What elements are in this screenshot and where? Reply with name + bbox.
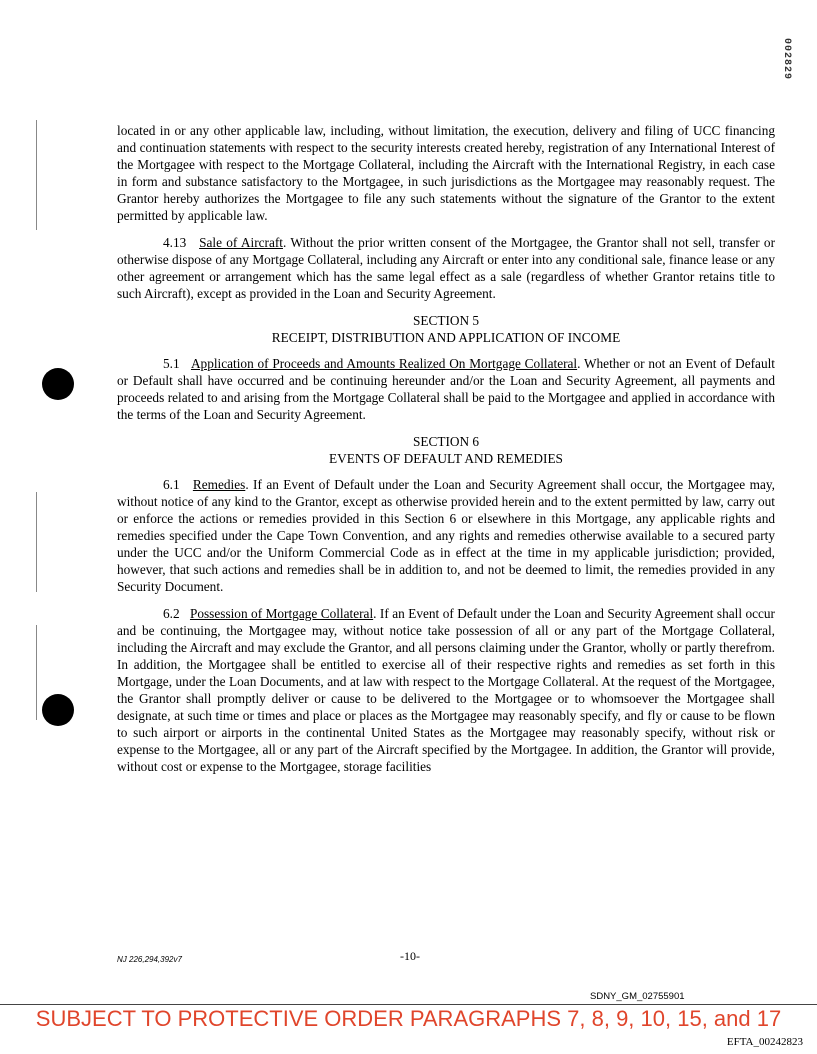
paragraph-number: 5.1 [163, 356, 180, 371]
margin-line [36, 650, 37, 690]
paragraph-title: Sale of Aircraft [199, 235, 283, 250]
paragraph-body: . Whether or not an Event of Default or Default shall have occurred and be continuing hereunder and/or the Loan and Security Agreement, all payments and proceeds related to and arising from the Mortgage Collateral shall be paid to the Mortgagee and applied in accordance with the terms of the Loan and Security Agreement. [117, 356, 775, 422]
paragraph-6-2 [117, 605, 775, 775]
punch-hole [42, 368, 74, 400]
paragraph-number: 6.2 [163, 606, 180, 621]
paragraph-title: Remedies [192, 477, 246, 492]
document-id: NJ 226,294,392v7 [117, 955, 182, 964]
section-title: EVENTS OF DEFAULT AND REMEDIES [329, 451, 563, 466]
document-body [117, 122, 775, 785]
paragraph-number: 6.1 [163, 477, 180, 492]
section-title: RECEIPT, DISTRIBUTION AND APPLICATION OF INCOME [271, 330, 621, 345]
paragraph-title: Possession of Mortgage Collateral [189, 606, 374, 621]
efta-number: EFTA_00242823 [726, 1036, 803, 1048]
section-6-heading [117, 433, 775, 467]
paragraph-5-1 [117, 355, 775, 423]
margin-line [36, 492, 37, 592]
page-number: -10- [400, 949, 420, 963]
paragraph-body: . If an Event of Default under the Loan and Security Agreement shall occur, the Mortgagee may, without notice of any kind to the Grantor, except as otherwise provided herein and to the extent permitted by law, carry out or enforce the actions or remedies provided in this Section 6 or elsewhere in this Mortgage, any applicable rights and remedies specified under the Cape Town Convention, and any rights and remedies otherwise available to a secured party under the UCC and/or the Uniform Commercial Code as in effect at the time in my applicable jurisdiction; provided, however, that such actions and remedies shall be in addition to, and not be deemed to limit, the remedies provided in any Security Document. [117, 477, 775, 594]
footer-rule [0, 1004, 817, 1005]
continuation-paragraph: located in or any other applicable law, including, without limitation, the execution, delivery and filing of UCC financing and continuation statements with respect to the security interests created hereby, registration of any International Interest of the Mortgagee with respect to the Mortgage Collateral, including the Aircraft with the International Registry, in each case in form and substance satisfactory to the Mortgagee, in such jurisdictions as the Mortgagee may reasonably request. The Grantor hereby authorizes the Mortgagee to file any such statements without the signature of the Grantor to the extent permitted by applicable law. [117, 123, 775, 223]
bates-number: SDNY_GM_02755901 [590, 991, 685, 1002]
paragraph-title: Application of Proceeds and Amounts Realized On Mortgage Collateral [190, 356, 578, 371]
punch-hole [42, 694, 74, 726]
section-label: SECTION 5 [412, 313, 480, 328]
paragraph-body: . Without the prior written consent of the Mortgagee, the Grantor shall not sell, transfer or otherwise dispose of any Mortgage Collateral, including any Aircraft or enter into any conditional sale, finance lease or any other agreement or arrangement which has the same legal effect as a sale (regardless of whether Grantor retains title to such Aircraft), except as provided in the Loan and Security Agreement. [117, 235, 776, 301]
section-label: SECTION 6 [412, 434, 480, 449]
paragraph-number: 4.13 [163, 235, 187, 250]
paragraph-6-1 [117, 476, 775, 595]
paragraph-4-13 [117, 234, 775, 302]
protective-order-banner: SUBJECT TO PROTECTIVE ORDER PARAGRAPHS 7, 8, 9, 10, 15, and 17 [35, 1006, 782, 1031]
section-5-heading [117, 312, 775, 346]
paragraph-body: . If an Event of Default under the Loan and Security Agreement shall occur and be continuing, the Mortgagee may, without notice take possession of all or any part of the Mortgage Collateral, including the Aircraft and may exclude the Grantor, and all persons claiming under the Grantor, wholly or partly therefrom. In addition, the Mortgagee shall be entitled to exercise all of their respective rights and remedies as set forth in this Mortgage, under the Loan Documents, and at law with respect to the Mortgage Collateral. At the request of the Mortgagee, the Grantor shall promptly deliver or cause to be delivered to the Mortgagee or to whomsoever the Mortgagee shall designate, at such time or times and place or places as the Mortgagee may reasonably specify, and fly or cause to be flown to such airport or airports in the continental United States as the Mortgagee may reasonably specify, without risk or expense to the Mortgagee, all or any part of the Aircraft specified by the Mortgagee. In addition, the Grantor will provide, without cost or expense to the Mortgagee, storage facilities [117, 606, 775, 774]
margin-line [36, 120, 37, 230]
bates-stamp: 002829 [781, 38, 792, 81]
